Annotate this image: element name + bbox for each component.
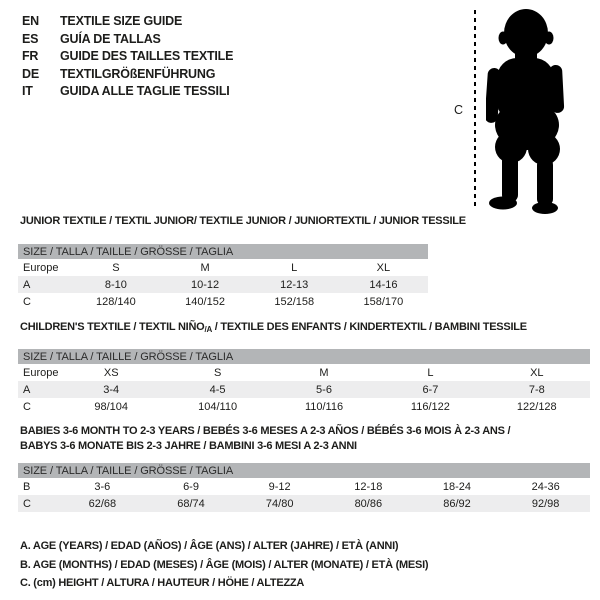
language-title: GUIDE DES TAILLES TEXTILE xyxy=(60,49,234,63)
row-label: A xyxy=(18,276,71,293)
table-row-height xyxy=(18,398,590,415)
table-cell: XS xyxy=(103,366,119,379)
size-band-row xyxy=(18,463,590,478)
table-title-subscript: /A xyxy=(204,325,212,334)
size-band-header: SIZE / TALLA / TAILLE / GRÖSSE / TAGLIA xyxy=(18,463,590,478)
footnote-height: C. (cm) HEIGHT / ALTURA / HAUTEUR / HÖHE / ALTEZZA xyxy=(20,577,305,589)
size-band-row xyxy=(18,349,590,364)
table-cell: 152/158 xyxy=(274,295,315,308)
table-cell: L xyxy=(291,261,298,274)
table-cell: 12-13 xyxy=(250,276,339,293)
table-cell: 7-8 xyxy=(484,381,590,398)
table-cell: 98/104 xyxy=(94,400,129,413)
language-code: ES xyxy=(22,31,39,46)
table-cell: 116/122 xyxy=(410,400,450,413)
table-cell: S xyxy=(112,261,120,274)
table-cell: 4-5 xyxy=(164,381,270,398)
language-code: DE xyxy=(22,66,39,81)
language-title: GUÍA DE TALLAS xyxy=(60,31,161,46)
table-row-age xyxy=(18,381,590,398)
table-row-age-months xyxy=(18,478,590,495)
junior-size-table xyxy=(18,244,428,310)
size-band-header: SIZE / TALLA / TAILLE / GRÖSSE / TAGLIA xyxy=(18,244,428,259)
table-title-text: JUNIOR TEXTILE / TEXTIL JUNIOR/ TEXTILE JUNIOR / JUNIORTEXTIL / JUNIOR TESSILE xyxy=(20,215,466,227)
language-code: FR xyxy=(22,49,39,63)
babies-table-title-line2: BABYS 3-6 MONATE BIS 2-3 JAHRE / BAMBINI 3-6 MESI A 2-3 ANNI xyxy=(20,439,357,452)
size-band-row xyxy=(18,244,428,259)
table-cell: 110/116 xyxy=(304,400,344,413)
table-row-height xyxy=(18,293,428,310)
language-row xyxy=(22,66,233,84)
language-title: TEXTILE SIZE GUIDE xyxy=(60,14,183,28)
junior-table-title xyxy=(20,215,466,230)
junior-size-section xyxy=(18,215,466,310)
table-cell: 122/128 xyxy=(516,400,557,413)
language-title: GUIDA ALLE TAGLIE TESSILI xyxy=(60,84,230,98)
table-cell: 5-6 xyxy=(271,381,377,398)
table-cell: 9-12 xyxy=(268,480,291,493)
table-cell: 68/74 xyxy=(147,495,236,512)
table-cell: 14-16 xyxy=(339,276,428,293)
table-title-text: / TEXTILE DES ENFANTS / KINDERTEXTIL / BAMBINI TESSILE xyxy=(211,321,527,333)
children-table-title xyxy=(20,321,590,336)
size-band-header: SIZE / TALLA / TAILLE / GRÖSSE / TAGLIA xyxy=(18,349,590,364)
table-cell: 10-12 xyxy=(160,276,249,293)
row-label: B xyxy=(23,480,31,493)
language-row xyxy=(22,48,233,66)
table-cell: 6-7 xyxy=(377,381,483,398)
table-title-text: BABIES 3-6 MONTH TO 2-3 YEARS / BEBÉS 3-6 MESES A 2-3 AÑOS / BÉBÉS 3-6 MOIS À 2-3 ANS / xyxy=(20,425,511,437)
footnote-age-months: B. AGE (MONTHS) / EDAD (MESES) / ÂGE (MOIS) / ALTER (MONATE) / ETÀ (MESI) xyxy=(20,558,429,571)
table-cell: XL xyxy=(376,261,391,274)
children-size-section xyxy=(18,321,590,415)
babies-size-section xyxy=(18,424,590,512)
table-row-height xyxy=(18,495,590,512)
table-row-europe xyxy=(18,364,590,381)
row-label: C xyxy=(23,295,31,308)
table-cell: 104/110 xyxy=(198,400,238,413)
table-cell: 3-4 xyxy=(58,381,164,398)
table-cell: M xyxy=(319,366,329,379)
height-measure-dashed-line xyxy=(474,10,476,207)
row-label: C xyxy=(18,495,58,512)
table-cell: 80/86 xyxy=(324,495,413,512)
language-row xyxy=(22,13,233,31)
table-cell: 24-36 xyxy=(531,480,560,493)
table-cell: 140/152 xyxy=(185,295,225,308)
language-row xyxy=(22,83,233,101)
row-label: C xyxy=(23,400,31,413)
language-code: IT xyxy=(22,84,33,98)
table-cell: 128/140 xyxy=(96,295,136,308)
table-cell: 92/98 xyxy=(501,495,590,512)
footnote-age-years: A. AGE (YEARS) / EDAD (AÑOS) / ÂGE (ANS) / ALTER (JAHRE) / ETÀ (ANNI) xyxy=(20,540,399,552)
table-cell: 74/80 xyxy=(235,495,324,512)
language-title: TEXTILGRÖßENFÜHRUNG xyxy=(60,66,216,81)
table-cell: 12-18 xyxy=(354,480,383,493)
height-measure-label: C xyxy=(454,103,464,117)
babies-table-title xyxy=(20,424,590,453)
table-cell: 18-24 xyxy=(442,480,472,493)
table-cell: 158/170 xyxy=(363,295,404,308)
table-cell: M xyxy=(200,261,210,274)
footnotes xyxy=(20,537,428,593)
row-label: Europe xyxy=(23,366,59,379)
table-title-text: CHILDREN'S TEXTILE / TEXTIL NIÑO xyxy=(20,321,205,333)
table-cell: 62/68 xyxy=(58,495,147,512)
language-code: EN xyxy=(22,14,39,28)
table-cell: XL xyxy=(530,366,544,379)
babies-size-table xyxy=(18,463,590,512)
table-cell: 8-10 xyxy=(71,276,160,293)
table-row-europe xyxy=(18,259,428,276)
toddler-silhouette xyxy=(486,8,578,214)
children-size-table xyxy=(18,349,590,415)
table-cell: 86/92 xyxy=(413,495,502,512)
table-cell: 3-6 xyxy=(94,480,111,493)
table-cell: 6-9 xyxy=(183,480,199,493)
row-label: A xyxy=(18,381,58,398)
table-row-age xyxy=(18,276,428,293)
table-cell: L xyxy=(427,366,434,379)
table-cell: S xyxy=(213,366,222,379)
row-label: Europe xyxy=(23,261,59,274)
language-row xyxy=(22,31,233,49)
language-title-list xyxy=(22,13,233,101)
